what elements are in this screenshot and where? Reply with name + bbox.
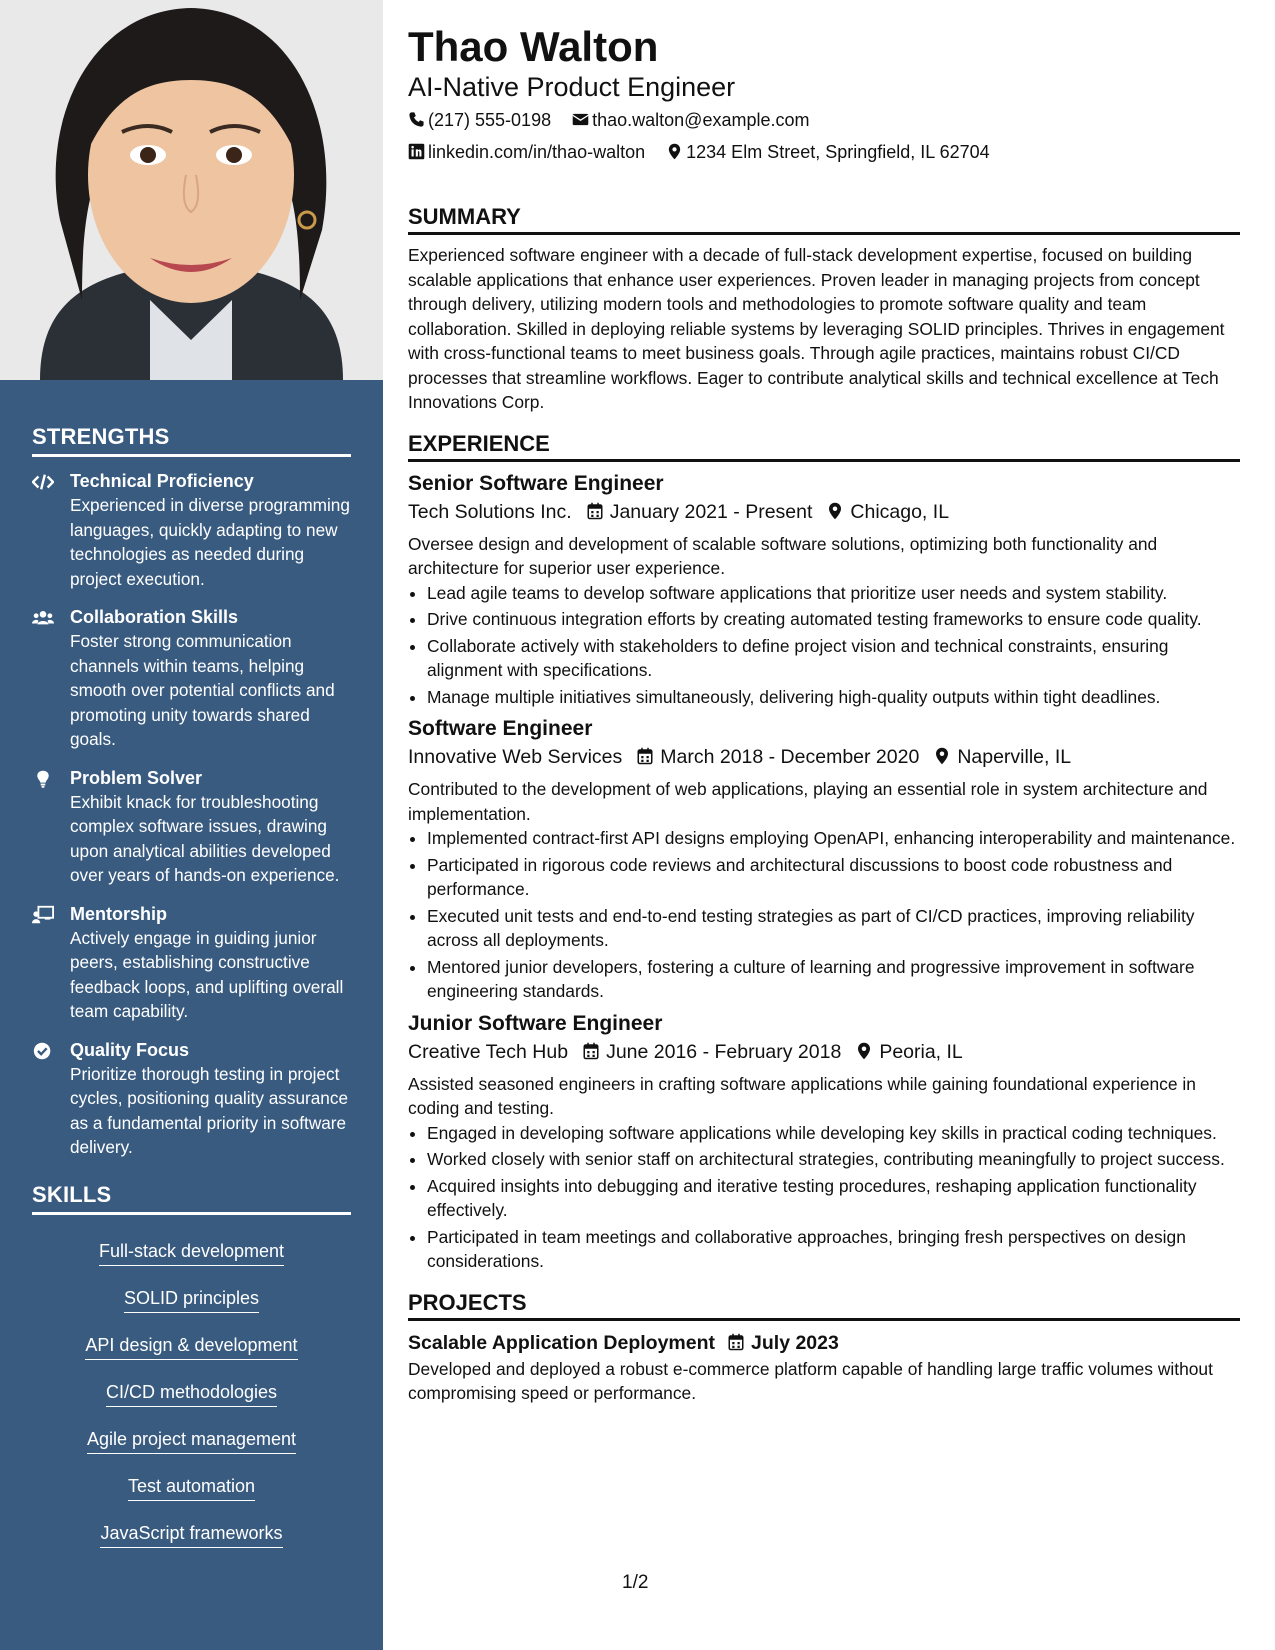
person-name: Thao Walton xyxy=(408,23,659,70)
strength-desc: Prioritize thorough testing in project cycles, positioning quality assurance as a fundamental priority in software delivery. xyxy=(70,1063,349,1157)
summary-heading: SUMMARY xyxy=(408,204,1240,235)
skill-item: Test automation xyxy=(128,1476,255,1501)
job-title: Senior Software Engineer xyxy=(408,471,664,495)
list-item: • Worked closely with senior staff on architectural strategies, contributing meaningfully to project success. xyxy=(427,1147,1240,1172)
project-title: Scalable Application Deployment xyxy=(408,1331,716,1354)
job-company: Tech Solutions Inc. xyxy=(408,500,572,523)
job-company: Creative Tech Hub xyxy=(408,1040,569,1063)
project-title-row xyxy=(408,1329,1240,1357)
main-content xyxy=(408,22,1240,1406)
job-bullets xyxy=(408,1121,1240,1274)
experience-heading: EXPERIENCE xyxy=(408,431,1240,462)
job-description: Assisted seasoned engineers in crafting software applications while gaining foundational experience in coding and testing. xyxy=(408,1073,1196,1118)
job-entry xyxy=(408,470,1240,710)
strength-title: Quality Focus xyxy=(70,1039,190,1060)
list-item: • Implemented contract-first API designs employing OpenAPI, enhancing interoperability and maintenance. xyxy=(427,826,1240,851)
map-pin-icon xyxy=(855,1042,873,1060)
phone-icon xyxy=(408,111,425,128)
job-description: Contributed to the development of web applications, playing an essential role in system architecture and implementation. xyxy=(408,779,1208,824)
list-item: • Participated in team meetings and collaborative approaches, bringing fresh perspectives on design considerations. xyxy=(427,1225,1240,1274)
strength-desc: Foster strong communication channels within teams, helping smooth over potential conflicts and promoting unity towards shared goals. xyxy=(70,631,335,749)
contact-row xyxy=(408,104,1240,136)
calendar-icon xyxy=(582,1042,600,1060)
strength-desc: Exhibit knack for troubleshooting complex software issues, drawing upon analytical abilities developed over years of hands-on experience. xyxy=(70,791,340,885)
job-meta xyxy=(408,743,1240,771)
strength-item xyxy=(32,902,351,1024)
job-title: Software Engineer xyxy=(408,717,593,740)
skill-item: Agile project management xyxy=(87,1429,296,1454)
list-item: • Manage multiple initiatives simultaneously, delivering high-quality outputs within tight deadlines. xyxy=(427,685,1240,710)
code-icon xyxy=(32,472,54,492)
job-dates: June 2016 - February 2018 xyxy=(606,1040,842,1063)
lightbulb-icon xyxy=(32,769,54,789)
job-meta xyxy=(408,1038,1240,1066)
list-item: • Mentored junior developers, fostering a culture of learning and progressive improvement in software engineering standards. xyxy=(427,955,1240,1004)
strengths-heading: STRENGTHS xyxy=(32,424,351,457)
strength-item xyxy=(32,1038,351,1160)
summary-text: Experienced software engineer with a decade of full-stack development expertise, focused on building scalable applications that enhance user experiences. Proven leader in managing projects from concept through delivery, utilizing modern tools and methodologies to promote software quality and team collaboration. Skilled in deploying reliable systems by leveraging SOLID principles. Thrives in engagement with cross-functional teams to meet business goals. Through agile practices, maintains robust CI/CD processes that streamline workflows. Eager to contribute analytical skills and technical excellence at Tech Innovations Corp. xyxy=(408,245,1225,412)
list-item: • Drive continuous integration efforts by creating automated testing frameworks to ensure code quality. xyxy=(427,607,1240,632)
linkedin-link[interactable]: linkedin.com/in/thao-walton xyxy=(428,142,646,162)
strength-desc: Experienced in diverse programming languages, quickly adapting to new technologies as needed during project execution. xyxy=(70,495,350,589)
project-date: July 2023 xyxy=(751,1331,839,1354)
calendar-icon xyxy=(727,1333,745,1351)
strength-item xyxy=(32,766,351,888)
users-icon xyxy=(32,608,54,628)
linkedin-icon xyxy=(408,143,425,160)
job-location: Chicago, IL xyxy=(850,500,950,523)
job-company: Innovative Web Services xyxy=(408,746,623,768)
skill-item: API design & development xyxy=(85,1335,297,1360)
phone-link[interactable]: (217) 555-0198 xyxy=(428,110,552,130)
job-bullets xyxy=(408,581,1240,710)
project-description: Developed and deployed a robust e-commerce platform capable of handling large traffic volumes without compromising speed or performance. xyxy=(408,1358,1213,1403)
profile-photo xyxy=(0,0,383,380)
skill-item: JavaScript frameworks xyxy=(100,1523,282,1548)
strength-title: Mentorship xyxy=(70,903,167,924)
projects-heading: PROJECTS xyxy=(408,1290,1240,1321)
skills-list xyxy=(32,1227,351,1560)
teacher-icon xyxy=(32,905,54,925)
person-role: AI-Native Product Engineer xyxy=(408,72,736,102)
check-circle-icon xyxy=(32,1041,54,1061)
job-meta xyxy=(408,498,1240,526)
job-description: Oversee design and development of scalable software solutions, optimizing both functionality and architecture for superior user experience. xyxy=(408,533,1158,578)
map-pin-icon xyxy=(666,143,683,160)
strength-title: Collaboration Skills xyxy=(70,607,239,627)
strength-title: Technical Proficiency xyxy=(70,471,254,491)
job-location: Naperville, IL xyxy=(957,746,1072,768)
sidebar xyxy=(0,0,383,1650)
map-pin-icon xyxy=(826,502,844,520)
job-entry xyxy=(408,715,1240,1004)
list-item: • Acquired insights into debugging and iterative testing procedures, reshaping application functionality effectively. xyxy=(427,1174,1240,1223)
envelope-icon xyxy=(572,111,589,128)
list-item: • Engaged in developing software applications while developing key skills in practical coding techniques. xyxy=(427,1121,1240,1146)
job-dates: January 2021 - Present xyxy=(609,500,813,523)
strength-item xyxy=(32,469,351,591)
project-entry xyxy=(408,1329,1240,1406)
strength-desc: Actively engage in guiding junior peers, establishing constructive feedback loops, and uplifting overall team capability. xyxy=(70,927,344,1021)
map-pin-icon xyxy=(933,747,951,765)
strength-item xyxy=(32,605,351,752)
list-item: • Executed unit tests and end-to-end testing strategies as part of CI/CD practices, improving reliability across all deployments. xyxy=(427,904,1240,953)
list-item: • Lead agile teams to develop software applications that prioritize user needs and system stability. xyxy=(427,581,1240,606)
calendar-icon xyxy=(636,747,654,765)
calendar-icon xyxy=(586,502,604,520)
job-dates: March 2018 - December 2020 xyxy=(660,746,920,768)
job-location: Peoria, IL xyxy=(879,1040,963,1063)
email-link[interactable]: thao.walton@example.com xyxy=(592,110,810,130)
strength-title: Problem Solver xyxy=(70,767,203,788)
skills-heading: SKILLS xyxy=(32,1182,351,1215)
skill-item: CI/CD methodologies xyxy=(106,1382,277,1407)
contact-row-2 xyxy=(408,136,1240,168)
job-title: Junior Software Engineer xyxy=(408,1011,663,1035)
list-item: • Participated in rigorous code reviews and architectural discussions to boost code robustness and performance. xyxy=(427,853,1240,902)
skill-item: SOLID principles xyxy=(124,1288,259,1313)
list-item: • Collaborate actively with stakeholders to define project vision and technical constraints, ensuring alignment with specifications. xyxy=(427,634,1240,683)
job-entry xyxy=(408,1010,1240,1274)
job-bullets xyxy=(408,826,1240,1004)
skill-item: Full-stack development xyxy=(99,1241,284,1266)
page-number: 1/2 xyxy=(622,1572,649,1593)
address-text: 1234 Elm Street, Springfield, IL 62704 xyxy=(686,142,990,162)
